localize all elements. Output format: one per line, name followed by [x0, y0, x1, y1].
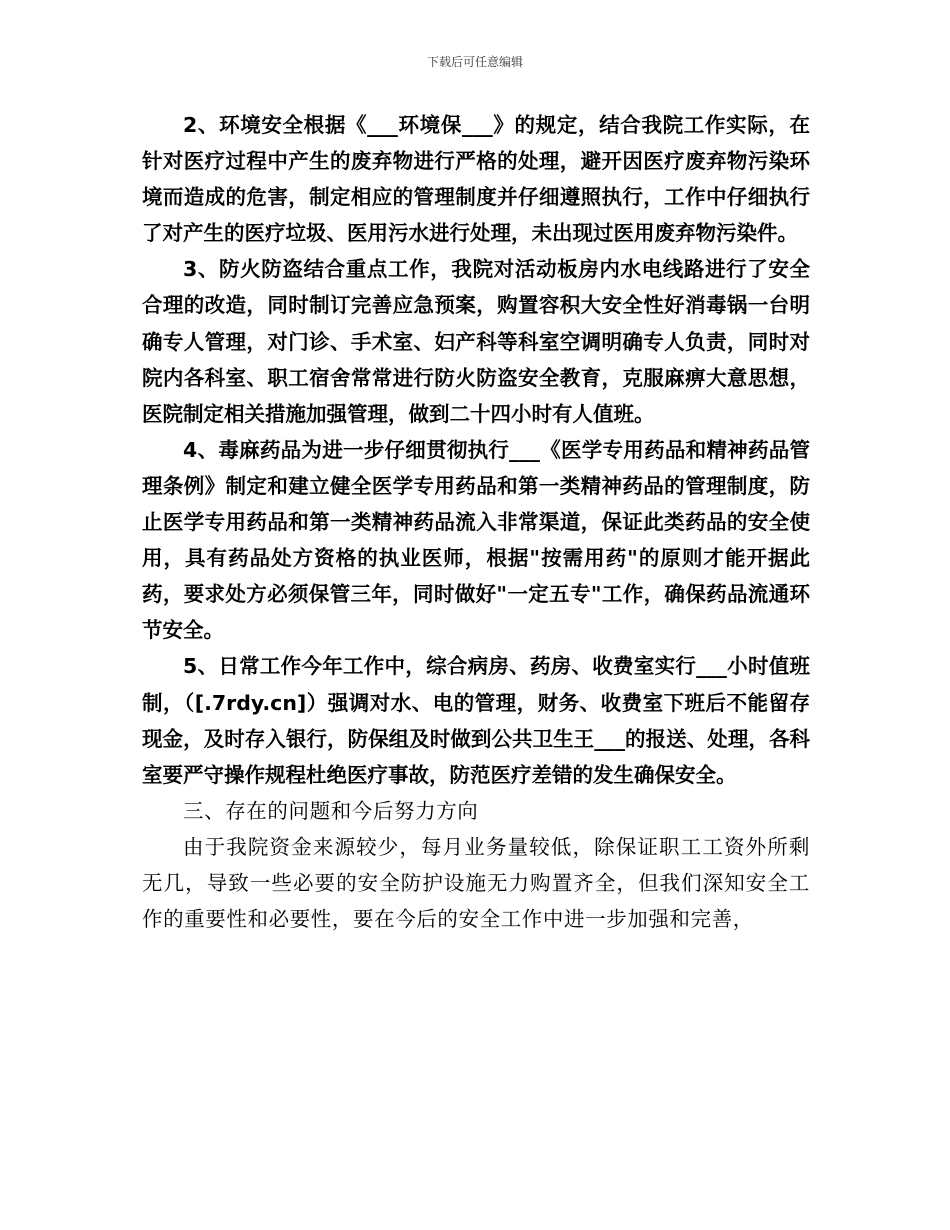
section-heading-problems: 三、存在的问题和今后努力方向	[183, 798, 479, 823]
paragraph-daily-work: 5、日常工作今年工作中，综合病房、药房、收费室实行___小时值班制，（[.7rdy.cn]）强调对水、电的管理，财务、收费室下班后不能留存现金，及时存入银行，防保组及时做到公共卫生王___的报送、处理，各科室要严守操作规程杜绝医疗事故，防范医疗差错的发生确保安全。	[142, 654, 810, 787]
paragraph-problems: 由于我院资金来源较少，每月业务量较低，除保证职工工资外所剩无几，导致一些必要的安全防护设施无力购置齐全，但我们深知安全工作的重要性和必要性，要在今后的安全工作中进一步加强和完善，	[142, 834, 810, 932]
page-header-note: 下载后可任意编辑	[426, 55, 523, 69]
document-body	[142, 107, 810, 937]
paragraph-narcotic-drugs: 4、毒麻药品为进一步仔细贯彻执行___《医学专用药品和精神药品管理条例》制定和建立健全医学专用药品和第一类精神药品的管理制度，防止医学专用药品和第一类精神药品流入非常渠道，保证此类药品的安全使用，具有药品处方资格的执业医师，根据"按需用药"的原则才能开据此药，要求处方必须保管三年，同时做好"一定五专"工作，确保药品流通环节安全。	[142, 437, 810, 643]
paragraph-environment-safety: 2、环境安全根据《___环境保___》的规定，结合我院工作实际，在针对医疗过程中产生的废弃物进行严格的处理，避开因医疗废弃物污染环境而造成的危害，制定相应的管理制度并仔细遵照执行，工作中仔细执行了对产生的医疗垃圾、医用污水进行处理，未出现过医用废弃物污染件。	[142, 113, 810, 246]
paragraph-fire-theft-prevention: 3、防火防盗结合重点工作，我院对活动板房内水电线路进行了安全合理的改造，同时制订完善应急预案，购置容积大安全性好消毒锅一台明确专人管理，对门诊、手术室、妇产科等科室空调明确专人负责，同时对院内各科室、职工宿舍常常进行防火防盗安全教育，克服麻痹大意思想，医院制定相关措施加强管理，做到二十四小时有人值班。	[142, 257, 810, 426]
